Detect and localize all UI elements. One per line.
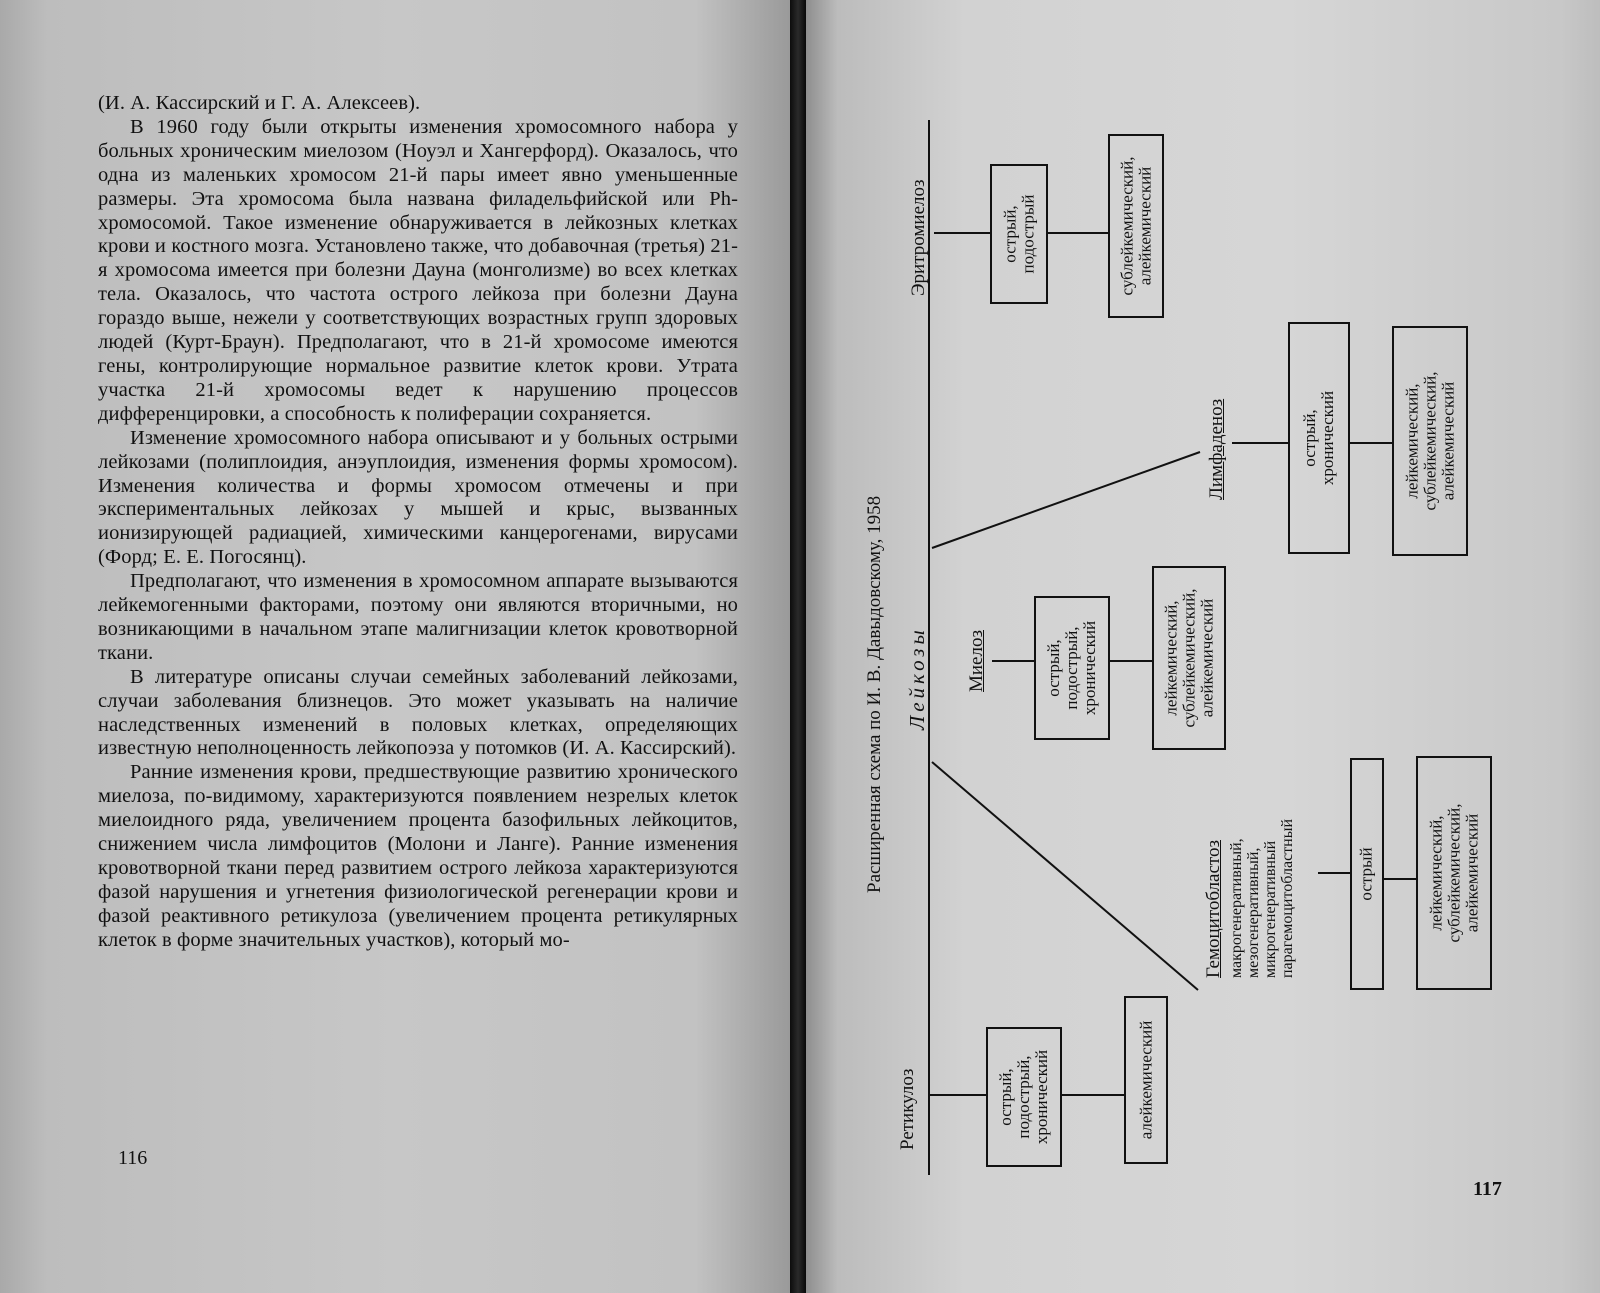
connector: [1318, 872, 1350, 874]
variant-item: лейкемический,: [1402, 383, 1421, 499]
variant-item: сублейкемический,: [1420, 371, 1439, 511]
connector: [934, 232, 990, 234]
erythromyelosis-variants-box: [1108, 134, 1164, 318]
connector: [1384, 878, 1416, 880]
variant-item: алейкемический: [1438, 381, 1457, 501]
hemocytoblastosis-forms-box: [1350, 758, 1384, 990]
reticulosis-forms-box: [986, 1027, 1062, 1167]
connector: [1062, 1094, 1124, 1096]
paragraph: Ранние изменения крови, предшествующие развитию хронического миелоза, по-видимому, характеризуются появлением незрелых клеток миелоидного ряда, увеличением процента базофильных лейкоцитов, снижением числа лимфоцитов (Молони и Ланге). Ранние изменения кровотворной ткани перед развитием острого лейкоза характеризуются фазой нарушения и угнетения физиологической регенерации крови и фазой реактивного ретикулоза (увеличением процента ретикулярных клеток в форме значительных участков), который мо-: [98, 761, 738, 951]
subtype-item: микрогенеративный: [1262, 840, 1279, 978]
paragraph: В 1960 году были открыты изменения хромосомного набора у больных хроническим миелозом (Ноуэл и Хангерфорд). Оказалось, что одна из маленьких хромосом 21-й пары имеет явно уменьшенные размеры. Эта хромосома была названа филадельфийской или Ph-хромосомой. Такое изменение обнаруживается в лейкозных клетках крови и костного мозга. Установлено также, что добавочная (третья) 21-я хромосома имеется при болезни Дауна (монголизме) во всех клетках тела. Оказалось, что частота острого лейкоза при болезни Дауна гораздо выше, нежели у соответствующих возрастных групп здоровых людей (Курт-Браун). Предполагают, что в 21-й хромосоме имеются гены, контролирующие нормальное развитие клеток крови. Утрата участка 21-й хромосомы ведет к нарушению процессов дифференцировки, а способность к полиферации сохраняется.: [98, 115, 738, 425]
form-item: острый,: [1044, 639, 1063, 697]
variant-item: лейкемический,: [1426, 815, 1445, 931]
variant-item: сублейкемический,: [1117, 156, 1136, 296]
hemocytoblastosis-variants-box: [1416, 756, 1492, 990]
form-item: острый,: [1000, 205, 1020, 263]
root-label: Лейкозы: [905, 626, 929, 730]
connector: [930, 1094, 986, 1096]
erythromyelosis-forms-box: [990, 164, 1048, 304]
branch-to-lymphadenosis: [932, 452, 1200, 548]
hemocytoblastosis-label: Гемоцитобластоз: [1203, 840, 1224, 978]
paragraph: Предполагают, что изменения в хромосомном аппарате вызываются лейкемогенными факторами, поэтому они являются вторичными, но возникающими в начальном этапе малигнизации клеток кровотворной ткани.: [98, 570, 738, 664]
connector: [1110, 660, 1152, 662]
reticulosis-variants-box: [1124, 996, 1168, 1164]
lymphadenosis-forms-box: [1288, 322, 1350, 554]
book-spine: [790, 0, 806, 1293]
variant-item: алейкемический: [1197, 598, 1216, 718]
subtype-item: парагемоцитобластный: [1279, 818, 1296, 978]
variant-item: сублейкемический,: [1179, 588, 1198, 728]
connector: [1350, 442, 1392, 444]
myelosis-variants-box: [1152, 566, 1226, 750]
form-item: острый,: [1300, 409, 1319, 467]
form-item: острый,: [996, 1068, 1015, 1126]
paragraph: (И. А. Кассирский и Г. А. Алексеев).: [98, 92, 421, 114]
reticulosis-label: Ретикулоз: [897, 1068, 918, 1150]
connector: [1232, 442, 1288, 444]
branch-to-hemocytoblastosis: [932, 762, 1198, 990]
form-item: хронический: [1318, 390, 1337, 486]
form-item: хронический: [1032, 1049, 1051, 1145]
connector: [1048, 232, 1108, 234]
form-item: хронический: [1080, 620, 1099, 716]
page-number-right: 117: [1473, 1178, 1502, 1200]
lymphadenosis-variants-box: [1392, 326, 1468, 556]
left-page-text: [98, 92, 738, 953]
variant-item: алейкемический: [1136, 1020, 1156, 1140]
myelosis-forms-box: [1034, 596, 1110, 740]
paragraph: Изменение хромосомного набора описывают и у больных острыми лейкозами (полиплоидия, анэуплоидия, изменения формы хромосом). Изменения количества и формы хромосом отмечены и при экспериментальных лейкозах у мышей и крыс, вызванных ионизирующей радиацией, химическими канцерогенами, вирусами (Форд; Е. Е. Погосянц).: [98, 426, 738, 569]
form-item: подострый: [1018, 194, 1038, 274]
form-item: подострый,: [1062, 626, 1081, 710]
variant-item: сублейкемический,: [1444, 803, 1463, 943]
myelosis-label: Миелоз: [966, 630, 987, 692]
erythromyelosis-label: Эритромиелоз: [908, 179, 929, 296]
diagram-caption: Расширенная схема по И. В. Давыдовскому, 1958: [864, 495, 885, 893]
hemocytoblastosis-subtypes: [1228, 819, 1296, 978]
paragraph: В литературе описаны случаи семейных заболеваний лейкозами, случаи заболевания близнецов. Это может указывать на наличие наследственных изменений в половых клетках, определяющих известную неполноценность лейкопоэза у потомков (И. А. Кассирский).: [98, 665, 738, 760]
variant-item: алейкемический: [1135, 166, 1154, 286]
form-item: подострый,: [1014, 1055, 1033, 1139]
subtype-item: мезогенеративный,: [1245, 847, 1262, 978]
form-item: острый: [1357, 847, 1376, 901]
variant-item: лейкемический,: [1161, 600, 1180, 716]
connector: [992, 660, 1034, 662]
subtype-item: макрогенеративный,: [1228, 838, 1245, 978]
variant-item: алейкемический: [1462, 813, 1481, 933]
left-page: [0, 0, 790, 1293]
page-number-left: 116: [118, 1147, 148, 1169]
lymphadenosis-label: Лимфаденоз: [1206, 398, 1227, 500]
